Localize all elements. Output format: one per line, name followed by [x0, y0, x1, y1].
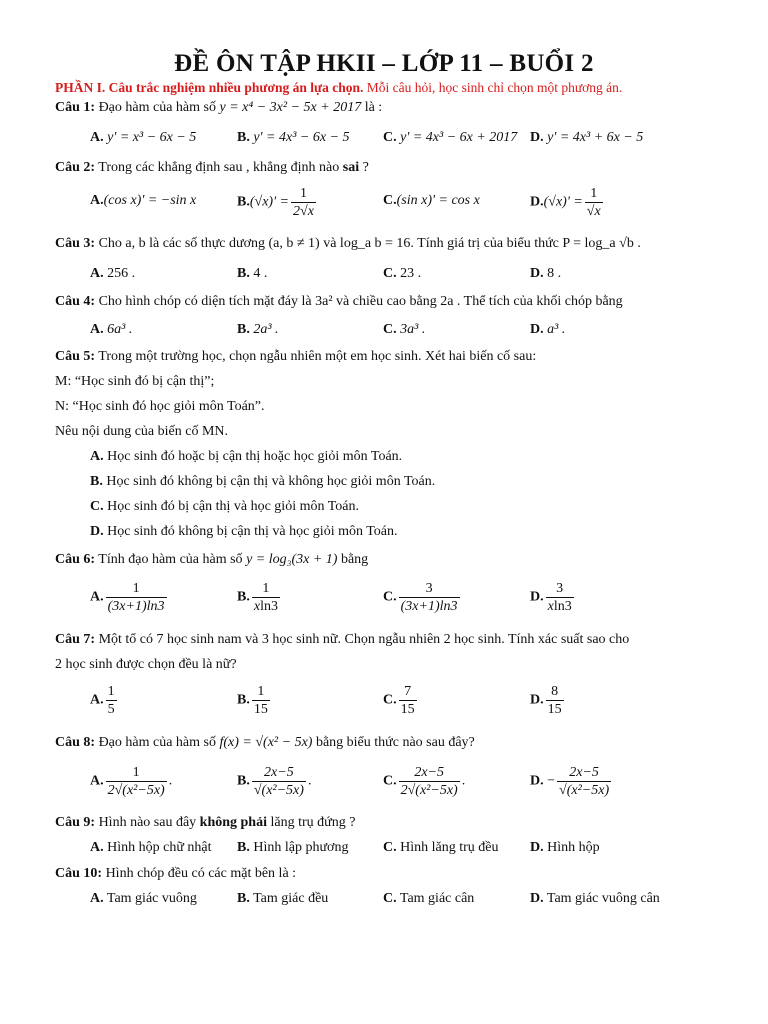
answers-q6 [0, 580, 768, 622]
option-c[interactable]: C. $\frac{7}{15}$ [383, 684, 415, 717]
part-instruction: Mỗi câu hỏi, học sinh chỉ chọn một phương án. [363, 80, 623, 95]
option-a[interactable]: A.(cos x)' = −sin x [90, 193, 197, 208]
question-text-tail: là : [361, 100, 383, 115]
option-c[interactable]: C. 23 . [383, 266, 422, 281]
question-expression: y = x⁴ − 3x² − 5x + 2017 [219, 100, 362, 115]
question-2: Câu 2: Trong các khẳng định sau , khẳng định nào sai ? [55, 160, 369, 175]
option-b[interactable]: B. $\frac{2x-5}{\text{√(x²−5x)}}$ . [237, 765, 312, 798]
option-d[interactable]: D. $\frac{3}{xln3}$ [530, 581, 572, 614]
option-a[interactable]: A. $\frac{1}{\text{2√(x²−5x)}}$ . [90, 765, 173, 798]
question-text: Đạo hàm của hàm số [95, 100, 220, 115]
option-c[interactable]: C. Hình lăng trụ đều [383, 840, 499, 855]
option-c[interactable]: C.(sin x)' = cos x [383, 193, 480, 208]
option-b[interactable]: B. Học sinh đó không bị cận thị và không học giỏi môn Toán. [90, 474, 436, 489]
question-7: Câu 7: Một tổ có 7 học sinh nam và 3 học sinh nữ. Chọn ngẫu nhiên 2 học sinh. Tính xác suất sao cho [55, 632, 630, 647]
option-a[interactable]: A. Học sinh đó hoặc bị cận thị hoặc học giỏi môn Toán. [90, 449, 403, 464]
option-a[interactable]: A. y' = x³ − 6x − 5 [90, 130, 197, 145]
question-8: Câu 8: Đạo hàm của hàm số f(x) = √(x² − 5x) bằng biểu thức nào sau đây? [55, 735, 475, 750]
option-a[interactable]: A. 256 . [90, 266, 136, 281]
option-c[interactable]: C. $\frac{2x-5}{\text{2√(x²−5x)}}$ . [383, 765, 466, 798]
answers-q7 [0, 683, 768, 725]
option-c[interactable]: C. Học sinh đó bị cận thị và học giỏi môn Toán. [90, 499, 360, 514]
page-title: ĐỀ ÔN TẬP HKII – LỚP 11 – BUỔI 2 [174, 50, 594, 77]
event-m: M: “Học sinh đó bị cận thị”; [55, 374, 215, 389]
question-10: Câu 10: Hình chóp đều có các mặt bên là : [55, 866, 297, 881]
option-d[interactable]: D. y' = 4x³ + 6x − 5 [530, 130, 644, 145]
option-d[interactable]: D. Học sinh đó không bị cận thị và học giỏi môn Toán. [90, 524, 398, 539]
option-b[interactable]: B. $\frac{1}{xln3}$ [237, 581, 278, 614]
answers-q8 [0, 764, 768, 808]
question-9: Câu 9: Hình nào sau đây không phải lăng trụ đứng ? [55, 815, 356, 830]
option-d[interactable]: D. 8 . [530, 266, 562, 281]
option-d[interactable]: D.(√x)' = $\frac{1}{√x}$ [530, 186, 601, 219]
question-5-ask: Nêu nội dung của biến cố MN. [55, 424, 229, 439]
option-d[interactable]: D. $\frac{8}{15}$ [530, 684, 562, 717]
option-b[interactable]: B. Tam giác đều [237, 891, 329, 906]
answers-q4 [0, 322, 768, 346]
option-d[interactable]: D. a³ . [530, 322, 566, 337]
answers-q3 [0, 266, 768, 290]
question-label: Câu 1: [55, 100, 96, 115]
option-b[interactable]: B.(√x)' = $\frac{1}{2√x}$ [237, 186, 314, 219]
emphasis: sai [342, 160, 360, 175]
event-n: N: “Học sinh đó học giỏi môn Toán”. [55, 399, 265, 414]
option-b[interactable]: B. 4 . [237, 266, 268, 281]
question-1 [55, 100, 382, 116]
answers-q10 [0, 891, 768, 915]
option-c[interactable]: C. y' = 4x³ − 6x + 2017 [383, 130, 518, 145]
option-d[interactable]: D. − $\frac{2x-5}{\text{√(x²−5x)}}$ [530, 765, 610, 798]
option-a[interactable]: A. $\frac{1}{5}$ [90, 684, 115, 717]
part-heading [55, 80, 622, 96]
question-6: Câu 6: Tính đạo hàm của hàm số y = log₃(3x + 1) bằng [55, 552, 369, 567]
option-b[interactable]: B. 2a³ . [237, 322, 279, 337]
question-4: Câu 4: Cho hình chóp có diện tích mặt đáy là 3a² và chiều cao bằng 2a . Thể tích của khối chóp bằng [55, 294, 623, 309]
question-3: Câu 3: Cho a, b là các số thực dương (a, b ≠ 1) và log_a b = 16. Tính giá trị của biểu thức P = log_a √b . [55, 236, 641, 251]
answers-q1 [0, 130, 768, 154]
option-c[interactable]: C. 3a³ . [383, 322, 426, 337]
option-a[interactable]: A. Tam giác vuông [90, 891, 197, 906]
answers-q9 [0, 840, 768, 864]
option-c[interactable]: C. $\frac{3}{(3x+1)\ln 3}$ [383, 581, 458, 614]
option-b[interactable]: B. y' = 4x³ − 6x − 5 [237, 130, 350, 145]
part-label: PHẦN I. Câu trắc nghiệm nhiều phương án lựa chọn. [55, 80, 364, 95]
option-c[interactable]: C. Tam giác cân [383, 891, 475, 906]
answers-q2 [0, 185, 768, 225]
question-5: Câu 5: Trong một trường học, chọn ngẫu nhiên một em học sinh. Xét hai biến cố sau: [55, 349, 537, 364]
option-d[interactable]: D. Hình hộp [530, 840, 600, 855]
option-b[interactable]: B. $\frac{1}{15}$ [237, 684, 268, 717]
option-b[interactable]: B. Hình lập phương [237, 840, 349, 855]
option-a[interactable]: A. $\frac{1}{(3x+1)\ln 3}$ [90, 581, 165, 614]
question-7-cont: 2 học sinh được chọn đều là nữ? [55, 657, 237, 672]
option-a[interactable]: A. 6a³ . [90, 322, 133, 337]
option-a[interactable]: A. Hình hộp chữ nhật [90, 840, 212, 855]
option-d[interactable]: D. Tam giác vuông cân [530, 891, 660, 906]
